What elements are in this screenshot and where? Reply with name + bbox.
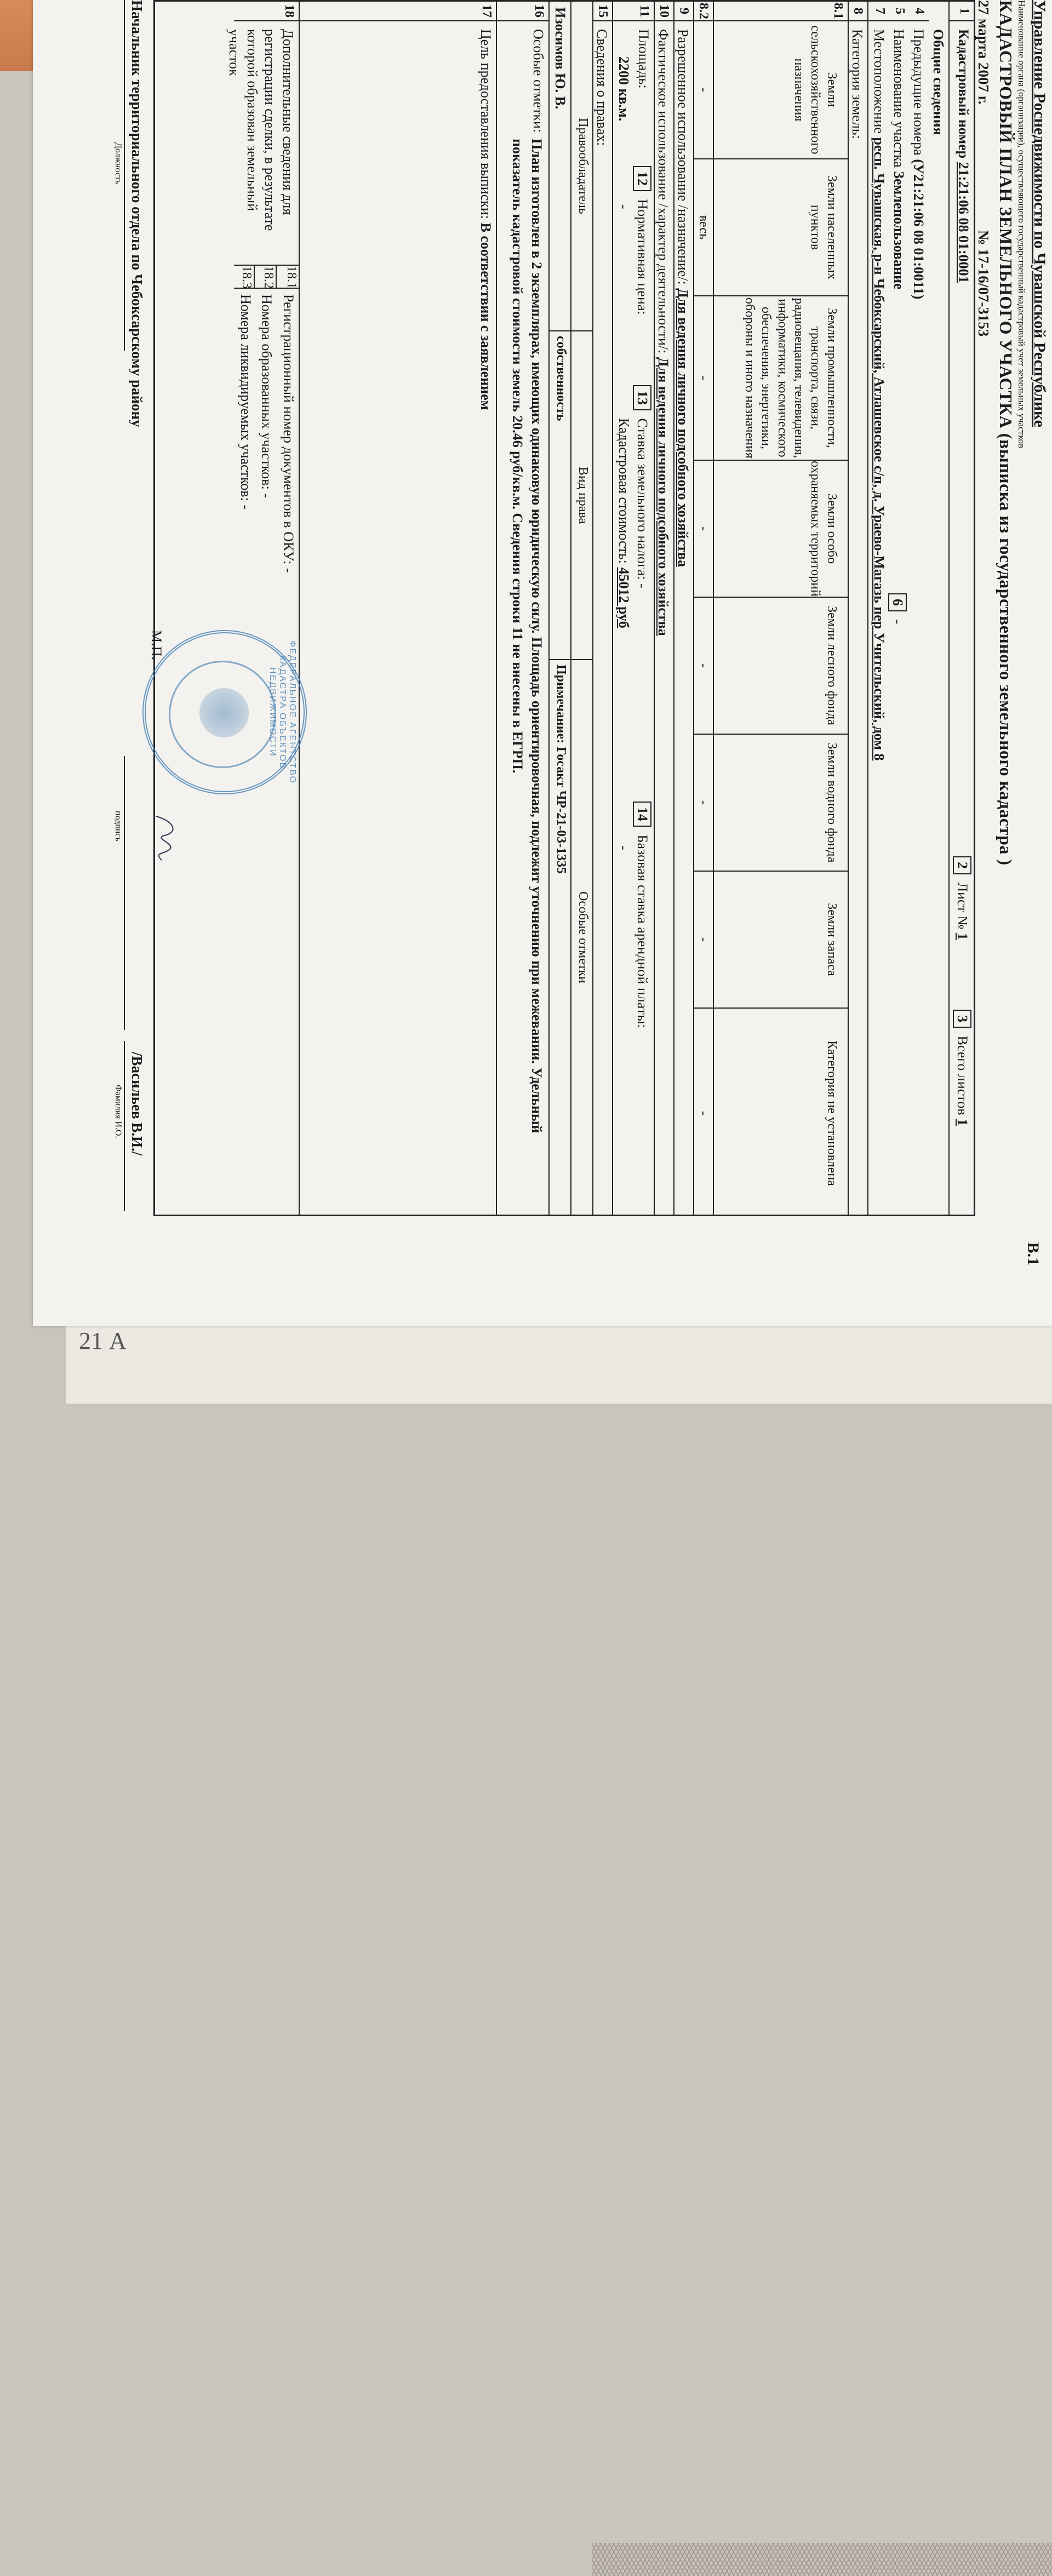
field-index-box: 14 (633, 802, 651, 827)
subitem-number: 18.2 (254, 266, 276, 288)
general-section-title: Общие сведения (930, 29, 946, 135)
sheet-number-label: Лист № (954, 882, 970, 930)
additional-info-label: Дополнительные сведения для регистрации сделки, в результате которой образован земельный участок (226, 29, 296, 231)
row-number: 7 (868, 2, 889, 21)
formed-parcels-label: Номера образованных участков: (259, 294, 275, 490)
row-number: 8 (849, 2, 867, 21)
category-value: - (694, 597, 713, 734)
cadastral-value-value: 45012 руб (616, 567, 632, 628)
category-value: - (694, 295, 713, 460)
row-previous-numbers (909, 2, 929, 1215)
registration-number-value: - (281, 568, 296, 573)
agency-caption: Наименование органа (организации), осуществляющего государственный кадастровый учет земельных участков (1016, 0, 1027, 449)
field-index-box: 3 (953, 1010, 971, 1028)
row-special-notes (497, 2, 550, 1215)
actual-use-label: Фактическое использование /характер деятельности/: (655, 29, 671, 354)
row-general (929, 2, 950, 1215)
rent-rate-label: Базовая ставка арендной платы: (634, 834, 650, 1028)
category-industry: Земли промышленности, транспорта, связи, радиовещания, телевидения, информатики, космического обеспечения, энергетики, обороны и иного назначения (714, 295, 848, 460)
land-category-label: Категория земель: (849, 29, 865, 140)
coat-of-arms-icon (199, 688, 249, 737)
signature-caption: подпись (113, 811, 123, 842)
certificate-series: 21 А (79, 1327, 127, 1354)
row-land-category (849, 2, 868, 1215)
form-code: В.1 (1024, 1242, 1042, 1266)
registration-number-label: Регистрационный номер документов в ОКУ: (281, 294, 296, 565)
total-sheets-label: Всего листов (954, 1035, 970, 1115)
liquidated-parcels-label: Номера ликвидируемых участков: (238, 294, 254, 501)
location-value: респ. Чувашская, р-н Чебоксарский, Атлашевское с/п, д. Ураево-Магазь пер Учительский, дом 8 (871, 137, 887, 761)
name-line (124, 1041, 125, 1211)
row-number: 9 (674, 2, 693, 21)
area-label: Площадь: (636, 29, 651, 89)
row-permitted-use (674, 2, 694, 1215)
row-number: 18 (234, 2, 299, 21)
subitem-number: 18.1 (276, 266, 299, 288)
total-sheets-field (953, 1010, 971, 1126)
category-value: весь (694, 158, 713, 295)
land-tax-value: - (634, 583, 650, 588)
category-forest: Земли лесного фонда (714, 597, 848, 734)
rights-table-row (550, 2, 571, 1215)
rent-rate-value: - (616, 845, 632, 850)
category-protected: Земли особо охраняемых территорий (714, 460, 848, 597)
sheet-number-value: 1 (954, 932, 970, 940)
field-6-value: - (890, 619, 906, 625)
row-actual-use (655, 2, 674, 1215)
special-notes-label: Особые отметки: (530, 29, 546, 133)
row-rights (593, 2, 613, 1215)
row-number: 10 (655, 2, 673, 21)
category-water: Земли водного фонда (714, 734, 848, 871)
area-value: 2200 кв.м. (616, 56, 632, 122)
row-category-values (694, 2, 714, 1215)
row-number: 8.2 (694, 2, 713, 21)
rights-table-header (571, 2, 593, 1215)
previous-numbers-value: (У21:21:06 08 01:0011) (911, 159, 927, 300)
category-agricultural: Земли сельскохозяйственного назначения (792, 25, 839, 154)
rights-col-holder: Правообладатель (576, 118, 590, 214)
rights-col-type: Вид права (571, 330, 592, 659)
official-position: Начальник территориального отдела по Чебоксарскому району (129, 0, 145, 427)
category-value: - (694, 1007, 713, 1218)
agency-name: Управление Роснедвижимости по Чувашской Республике (1031, 0, 1049, 427)
row-category-headers (714, 2, 849, 1215)
category-value: - (694, 460, 713, 597)
rights-label: Сведения о правах: (594, 29, 610, 146)
purpose-label: Цель предоставления выписки: (478, 29, 494, 220)
normative-price-label: Нормативная цена: (634, 199, 650, 315)
field-index-box: 13 (633, 385, 651, 410)
rights-col-notes: Особые отметки (571, 659, 592, 1215)
cadastral-value-label: Кадастровая стоимость: (616, 418, 632, 564)
rights-type-value: собственность (550, 330, 570, 659)
parcel-name-label: Наименование участка (891, 29, 907, 168)
subitem-number: 18.3 (239, 266, 254, 289)
row-parcel-name (889, 2, 909, 1215)
rights-holder-value: Изосимов Ю. В. (552, 7, 568, 110)
actual-use-value: Для ведения личного подсобного хозяйства (655, 357, 671, 636)
document-title: КАДАСТРОВЫЙ ПЛАН ЗЕМЕЛЬНОГО УЧАСТКА (выписка из государственного земельного кадастра ) (996, 0, 1016, 866)
parcel-name-value: Землепользование (891, 171, 907, 290)
field-index-box: 6 (888, 593, 907, 611)
row-number: 8.1 (714, 2, 848, 21)
formed-parcels-value: - (259, 493, 275, 498)
field-index-box: 12 (633, 166, 651, 191)
cadastral-number-label: Кадастровый номер (956, 29, 971, 159)
row-number: 15 (593, 2, 612, 21)
row-cadastral-number (950, 2, 974, 1215)
row-number: 11 (613, 2, 654, 21)
position-caption: Должность (113, 142, 123, 185)
document-date: 27 марта 2007 г. (975, 0, 992, 105)
additional-info-subnums (234, 265, 299, 289)
permitted-use-value: Для ведения личного подсобного хозяйства (675, 288, 691, 567)
row-area-and-values (613, 2, 655, 1215)
normative-price-value: - (616, 204, 632, 209)
row-number: 5 (889, 2, 909, 21)
category-settlements: Земли населенных пунктов (714, 158, 848, 295)
row-location (868, 2, 889, 1215)
rights-notes-value: Примечание: Госакт ЧР-21-03-1335 (550, 659, 570, 1215)
form-table (153, 0, 975, 1216)
signature-line (124, 756, 125, 1030)
category-value: - (694, 734, 713, 871)
row-number: 17 (300, 2, 496, 21)
previous-numbers-label: Предыдущие номера (911, 29, 927, 156)
row-number: 4 (909, 2, 929, 21)
name-caption: Фамилия И.О. (113, 1085, 123, 1138)
official-name: /Васильев В.И./ (129, 1052, 145, 1156)
sheet-number-field (953, 856, 971, 940)
field-index-box: 2 (953, 856, 971, 874)
signature-icon (148, 811, 181, 866)
cadastral-number-field (955, 29, 971, 283)
stamp-lettering: ФЕДЕРАЛЬНОЕ АГЕНТСТВО КАДАСТРА ОБЪЕКТОВ НЕДВИЖИМОСТИ (268, 640, 297, 784)
row-purpose (300, 2, 497, 1215)
guilloche-pattern (592, 2543, 1052, 2576)
permitted-use-label: Разрешенное использование /назначение/: (675, 29, 691, 285)
special-notes-value: План изготовлен в 2 экземплярах, имеющих одинаковую юридическую силу. Площадь ориентировочная, подлежит уточнению при межевании. Удельный показатель кадастровой стоимости земель 20.46 руб/кв.м. Сведения строки 11 не внесены в ЕГРП. (509, 139, 545, 1134)
category-not-set: Категория не установлена (714, 1007, 848, 1218)
category-grid (714, 21, 848, 1215)
cadastral-plan-document (88, 0, 1052, 1282)
row-number: 16 (497, 2, 548, 21)
cadastral-number-value: 21:21:06 08 01:0001 (956, 162, 971, 283)
purpose-value: В соответствии с заявлением (478, 222, 494, 410)
category-values-grid (694, 21, 713, 1215)
land-tax-label: Ставка земельного налога: (634, 418, 650, 580)
category-value: - (694, 871, 713, 1007)
liquidated-parcels-value: - (238, 505, 254, 510)
location-label: Местоположение (871, 29, 887, 134)
official-stamp-icon (142, 630, 307, 794)
category-value: - (696, 88, 711, 92)
document-number: № 17-16/07-3153 (975, 230, 992, 337)
row-additional-info (226, 2, 300, 1215)
total-sheets-value: 1 (954, 1118, 970, 1126)
seal-place-marker: М.П. (148, 630, 164, 660)
position-line (124, 0, 125, 351)
row-number: 1 (950, 2, 974, 21)
category-reserve: Земли запаса (714, 871, 848, 1007)
